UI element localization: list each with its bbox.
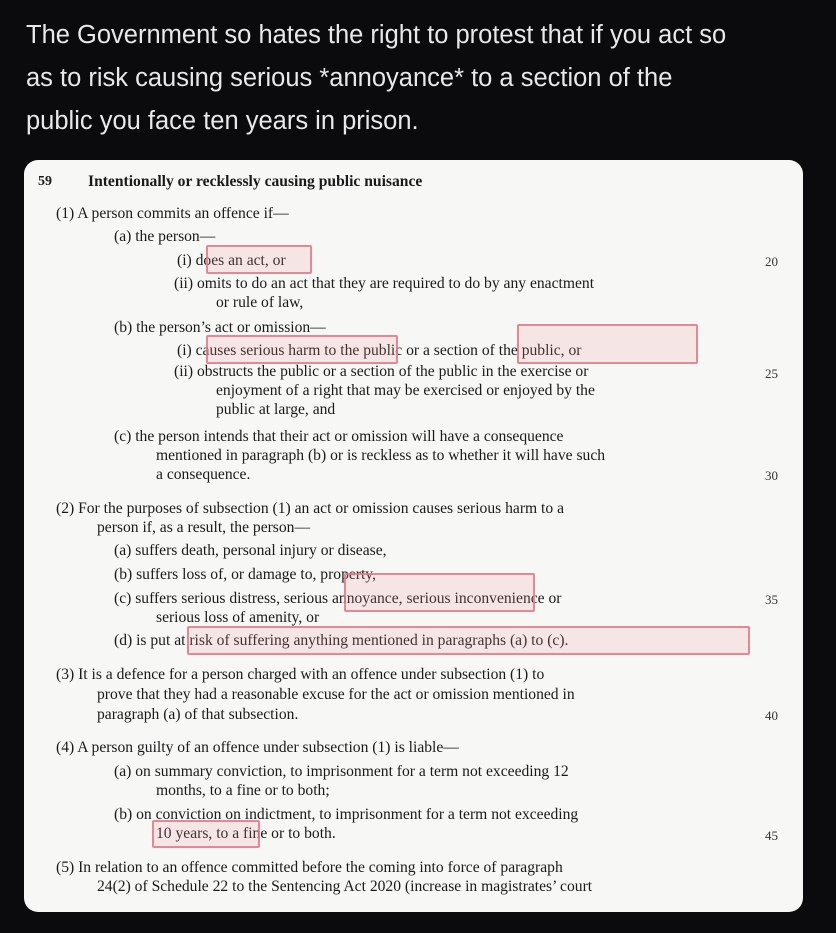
paragraph-2d: (d) is put at risk of suffering anything mentioned in paragraphs (a) to (c). (114, 632, 569, 649)
tweet-text (26, 14, 816, 143)
subparagraph-1aii: (ii) omits to do an act that they are required to do by any enactment (174, 275, 595, 292)
subparagraph-1bi: (i) causes serious harm to the public or a section of the public, or (177, 342, 582, 359)
line-number: 20 (765, 254, 778, 269)
section-number: 59 (38, 174, 52, 189)
paragraph-1c: (c) the person intends that their act or omission will have a consequence (114, 428, 564, 445)
highlight-box (206, 335, 398, 364)
highlight-box (152, 820, 260, 848)
subsection-5: (5) In relation to an offence committed before the coming into force of paragraph (56, 859, 563, 876)
subparagraph-1bii-cont: enjoyment of a right that may be exercised or enjoyed by the (216, 382, 595, 399)
paragraph-4b-cont: 10 years, to a fine or to both. (156, 825, 336, 842)
line-number: 35 (765, 592, 778, 607)
subparagraph-1bii: (ii) obstructs the public or a section of the public in the exercise or (174, 363, 589, 380)
paragraph-1b: (b) the person’s act or omission— (114, 319, 326, 336)
tweet-line: The Government so hates the right to protest that if you act so (26, 21, 727, 49)
subsection-1: (1) A person commits an offence if— (56, 205, 289, 222)
paragraph-2c-cont: serious loss of amenity, or (156, 609, 320, 626)
subparagraph-1ai: (i) does an act, or (177, 252, 286, 269)
line-number: 45 (765, 828, 778, 843)
highlight-box (187, 626, 750, 655)
paragraph-1c-cont: mentioned in paragraph (b) or is reckless as to whether it will have such (156, 447, 606, 464)
tweet-line: public you face ten years in prison. (26, 107, 419, 135)
section-heading: Intentionally or recklessly causing public nuisance (88, 173, 423, 190)
subsection-4: (4) A person guilty of an offence under subsection (1) is liable— (56, 739, 459, 756)
subsection-3-cont: paragraph (a) of that subsection. (97, 706, 299, 723)
subsection-3: (3) It is a defence for a person charged with an offence under subsection (1) to (56, 666, 545, 683)
highlight-box (206, 245, 312, 274)
line-number: 25 (765, 366, 778, 381)
paragraph-1a: (a) the person— (114, 228, 216, 245)
subsection-5-cont: 24(2) of Schedule 22 to the Sentencing Act 2020 (increase in magistrates’ court (97, 878, 593, 895)
paragraph-2a: (a) suffers death, personal injury or disease, (114, 542, 387, 559)
paragraph-4a-cont: months, to a fine or to both; (156, 782, 330, 799)
tweet-line: as to risk causing serious *annoyance* to a section of the (26, 64, 673, 92)
subsection-3-cont: prove that they had a reasonable excuse for the act or omission mentioned in (97, 686, 575, 703)
subparagraph-1aii-cont: or rule of law, (216, 294, 304, 311)
paragraph-4b: (b) on conviction on indictment, to imprisonment for a term not exceeding (114, 806, 579, 823)
highlight-box (517, 324, 698, 364)
legislation-document-image (24, 160, 803, 912)
paragraph-2b: (b) suffers loss of, or damage to, property, (114, 566, 376, 583)
highlight-box (344, 573, 535, 612)
line-number: 30 (765, 468, 778, 483)
paragraph-1c-cont: a consequence. (156, 466, 251, 483)
subsection-2: (2) For the purposes of subsection (1) an act or omission causes serious harm to a (56, 500, 564, 517)
subsection-2-cont: person if, as a result, the person— (97, 519, 311, 536)
paragraph-2c: (c) suffers serious distress, serious annoyance, serious inconvenience or (114, 590, 562, 607)
subparagraph-1bii-cont: public at large, and (216, 401, 336, 418)
line-number: 40 (765, 708, 778, 723)
paragraph-4a: (a) on summary conviction, to imprisonment for a term not exceeding 12 (114, 763, 569, 780)
